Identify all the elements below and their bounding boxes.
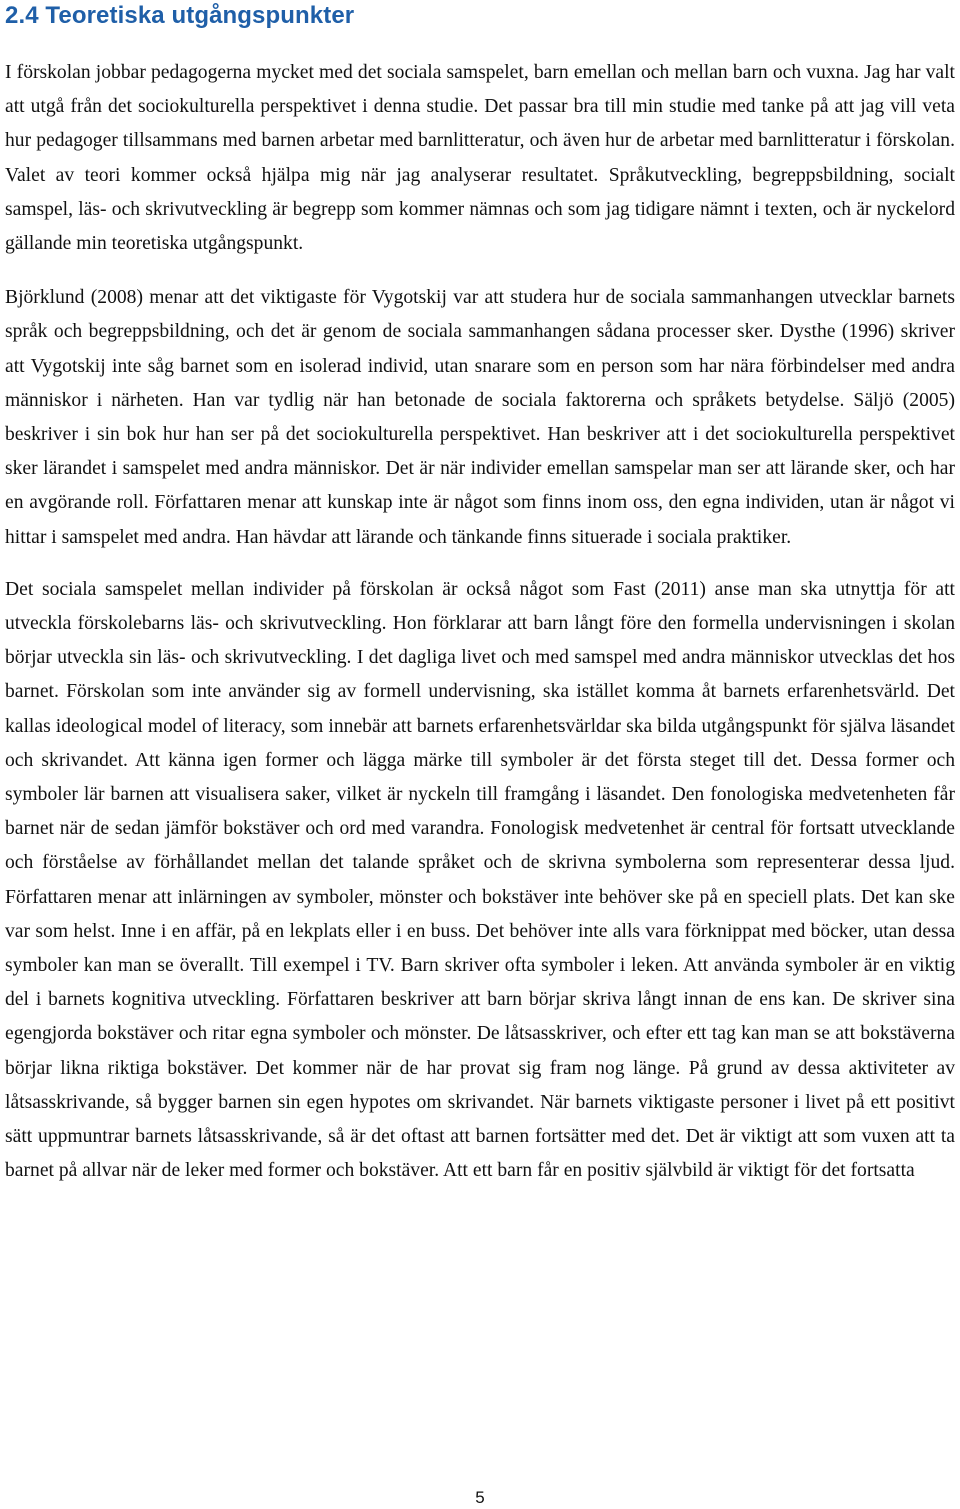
document-page: [5, 0, 955, 1189]
section-heading: 2.4 Teoretiska utgångspunkter: [5, 2, 355, 29]
paragraph-2: Björklund (2008) menar att det viktigaste för Vygotskij var att studera hur de sociala sammanhangen utvecklar barnets språk och begreppsbildning, och det är genom de sociala sammanhangen sådana processer sker. Dysthe (1996) skriver att Vygotskij inte såg barnet som en isolerad individ, utan snarare som en person som har nära förbindelser med andra människor i närheten. Han var tydlig när han betonade de sociala faktorerna och språkets betydelse. Säljö (2005) beskriver i sin bok hur han ser på det sociokulturella perspektivet. Han beskriver att i det sociokulturella perspektivet sker lärandet i samspelet med andra människor. Det är när individer emellan samspelar man ser att lärande sker, och har en avgörande roll. Författaren menar att kunskap inte är något som finns inom oss, den egna individen, utan är något vi hittar i samspelet med andra. Han hävdar att lärande och tänkande finns situerade i sociala praktiker.: [5, 287, 955, 548]
paragraph-1: I förskolan jobbar pedagogerna mycket med det sociala samspelet, barn emellan och mellan barn och vuxna. Jag har valt att utgå från det sociokulturella perspektivet i denna studie. Det passar bra till min studie med tanke på att jag vill veta hur pedagoger tillsammans med barnen arbetar med barnlitteratur, och även hur de arbetar med barnlitteratur i förskolan. Valet av teori kommer också hjälpa mig när jag analyserar resultatet. Språkutveckling, begreppsbildning, socialt samspel, läs- och skrivutveckling är begrepp som kommer nämnas och som jag tidigare nämnt i texten, och är nyckelord gällande min teoretiska utgångspunkt.: [5, 62, 955, 255]
page-number: 5: [475, 1488, 485, 1507]
paragraph-3: Det sociala samspelet mellan individer på förskolan är också något som Fast (2011) anse man ska utnyttja för att utveckla förskolebarns läs- och skrivutveckling. Hon förklarar att barn långt före den formella undervisningen i skolan börjar utveckla sin läs- och skrivutveckling. I det dagliga livet och med samspel med andra människor utvecklas det hos barnet. Förskolan som inte använder sig av formell undervisning, ska istället komma åt barnets erfarenhetsvärld. Det kallas ideological model of literacy, som innebär att barnets erfarenhetsvärldar ska bilda utgångspunkt för själva läsandet och skrivandet. Att känna igen former och lägga märke till symboler är det första steget till det. Dessa former och symboler lär barnen att visualisera saker, vilket är nyckeln till framgång i läsandet. Den fonologiska medvetenheten får barnet när de sedan jämför bokstäver och ord med varandra. Fonologisk medvetenhet är central för fortsatt utvecklande och förståelse av förhållandet mellan det talande språket och de skrivna symbolerna som representerar dessa ljud. Författaren menar att inlärningen av symboler, mönster och bokstäver inte behöver ske på en speciell plats. Det kan ske var som helst. Inne i en affär, på en lekplats eller i en buss. Det behöver inte alls vara förknippat med böcker, utan dessa symboler kan man se överallt. Till exempel i TV. Barn skriver ofta symboler i leken. Att använda symboler är en viktig del i barnets kognitiva utveckling. Författaren beskriver att barn börjar skriva långt innan de ens kan. De skriver sina egengjorda bokstäver och ritar egna symboler och mönster. De låtsasskriver, och efter ett tag kan man se att bokstäverna börjar likna riktiga bokstäver. Det kommer när de har provat sig fram nog länge. På grund av dessa aktiviteter av låtsasskrivande, så bygger barnen sin egen hypotes om skrivandet. När barnets viktigaste personer i livet på ett positivt sätt uppmuntrar barnets låtsasskrivande, så är det oftast att barnen fortsätter med det. Det är viktigt att som vuxen att ta barnet på allvar när de leker med former och bokstäver. Att ett barn får en positiv självbild är viktigt för det fortsatta: [5, 578, 955, 1182]
